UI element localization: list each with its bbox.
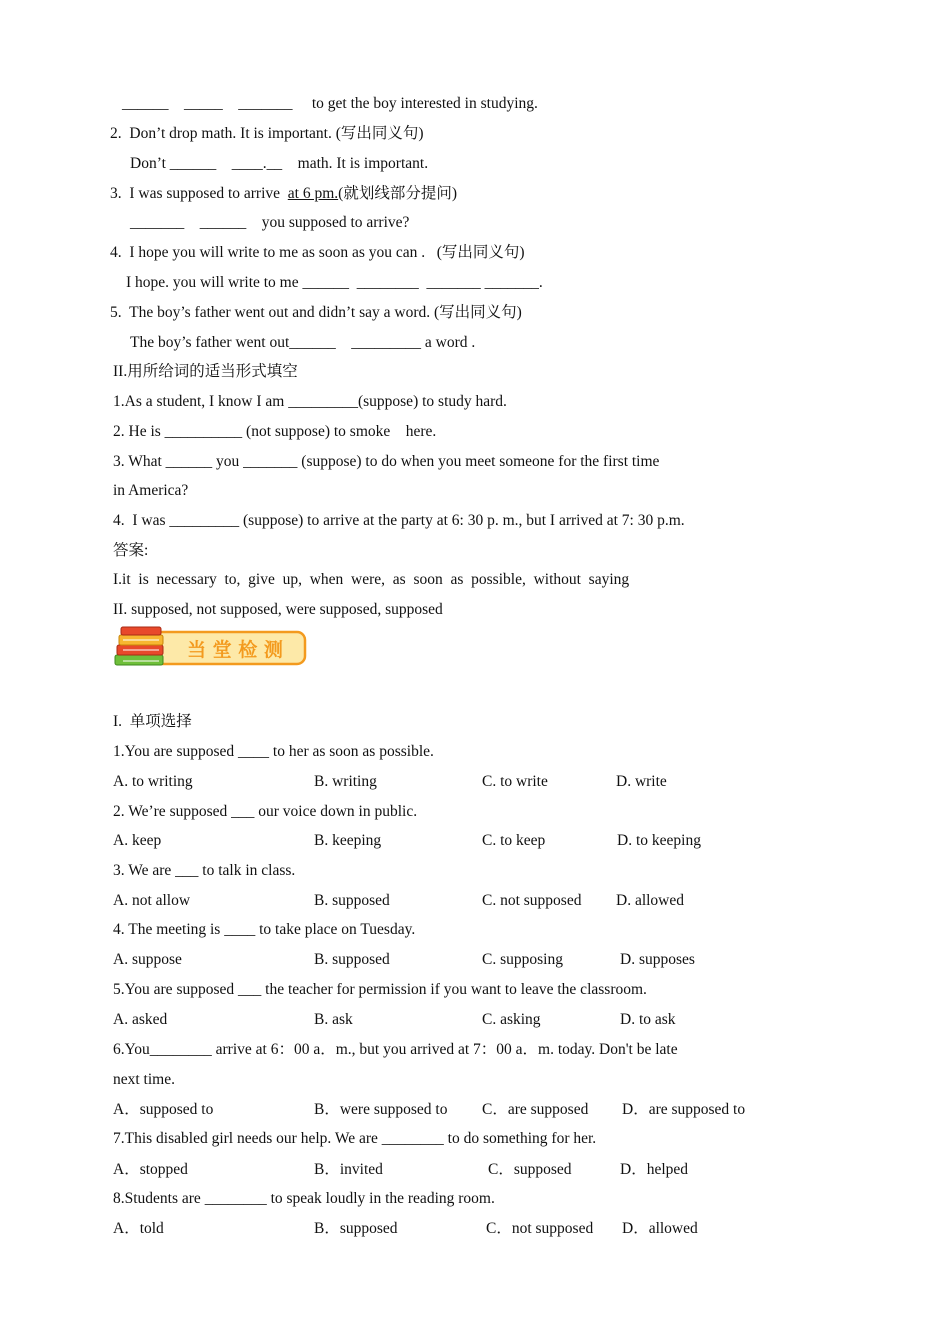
rewrite-question-4: 4. I hope you will write to me as soon as you can . (写出同义句)	[110, 244, 525, 261]
question-3-instruction: (就划线部分提问)	[338, 185, 457, 202]
q2-option-c[interactable]: C. to keep	[482, 832, 546, 849]
rewrite-question-2: 2. Don’t drop math. It is important. (写出同义句)	[110, 125, 424, 142]
quiz-heading: I. 单项选择	[113, 713, 192, 730]
q2-option-a[interactable]: A. keep	[113, 832, 162, 849]
q7-option-d[interactable]: D．helped	[620, 1161, 689, 1178]
q2-option-d[interactable]: D. to keeping	[617, 832, 701, 849]
q7-option-c[interactable]: C．supposed	[488, 1161, 572, 1178]
rewrite-question-5: 5. The boy’s father went out and didn’t say a word. (写出同义句)	[110, 304, 522, 321]
q5-option-c[interactable]: C. asking	[482, 1011, 541, 1028]
quiz-question-5: 5.You are supposed ___ the teacher for permission if you want to leave the classroom.	[113, 981, 647, 998]
fill-line-1: 1.As a student, I know I am _________(suppose) to study hard.	[113, 393, 507, 410]
q7-option-a[interactable]: A．stopped	[113, 1161, 188, 1178]
underlined-part: at 6 pm.	[287, 185, 339, 202]
q1-option-d[interactable]: D. write	[616, 773, 667, 790]
q4-option-b[interactable]: B. supposed	[314, 951, 390, 968]
quiz-question-1: 1.You are supposed ____ to her as soon as possible.	[113, 743, 434, 760]
q4-option-c[interactable]: C. supposing	[482, 951, 563, 968]
fill-line-3: 3. What ______ you _______ (suppose) to do when you meet someone for the first time	[113, 453, 660, 470]
q4-option-d[interactable]: D. supposes	[620, 951, 695, 968]
rewrite-answer-5: The boy’s father went out______ _________ a word .	[130, 334, 476, 351]
q8-option-b[interactable]: B．supposed	[314, 1220, 398, 1237]
rewrite-answer-3: _______ ______ you supposed to arrive?	[130, 214, 410, 231]
q6-option-c[interactable]: C．are supposed	[482, 1101, 589, 1118]
q3-option-a[interactable]: A. not allow	[113, 892, 191, 909]
quiz-question-3: 3. We are ___ to talk in class.	[113, 862, 296, 879]
q3-option-b[interactable]: B. supposed	[314, 892, 390, 909]
quiz-question-6-cont: next time.	[113, 1071, 175, 1088]
quiz-question-4: 4. The meeting is ____ to take place on Tuesday.	[113, 921, 416, 938]
q5-option-a[interactable]: A. asked	[113, 1011, 168, 1028]
books-icon	[113, 625, 309, 673]
q1-option-b[interactable]: B. writing	[314, 773, 377, 790]
fill-heading: II.用所给词的适当形式填空	[113, 363, 298, 380]
fill-line-2: 2. He is __________ (not suppose) to smoke here.	[113, 423, 437, 440]
q6-option-a[interactable]: A．supposed to	[113, 1101, 214, 1118]
q4-option-a[interactable]: A. suppose	[113, 951, 182, 968]
q6-option-d[interactable]: D．are supposed to	[622, 1101, 746, 1118]
q6-option-b[interactable]: B．were supposed to	[314, 1101, 448, 1118]
fill-line-4: 4. I was _________ (suppose) to arrive at the party at 6: 30 p. m., but I arrived at 7: 30 p.m.	[113, 512, 685, 529]
q1-option-c[interactable]: C. to write	[482, 773, 548, 790]
answers-line-2: II. supposed, not supposed, were supposed, supposed	[113, 601, 443, 618]
rewrite-answer-2: Don’t ______ ____.__ math. It is important.	[130, 155, 429, 172]
q1-option-a[interactable]: A. to writing	[113, 773, 193, 790]
quiz-question-6: 6.You________ arrive at 6：00 a．m., but you arrived at 7：00 a．m. today. Don't be late	[113, 1041, 678, 1058]
rewrite-line-1: ______ _____ _______ to get the boy interested in studying.	[122, 95, 538, 112]
quiz-question-8: 8.Students are ________ to speak loudly in the reading room.	[113, 1190, 495, 1207]
q7-option-b[interactable]: B．invited	[314, 1161, 383, 1178]
q8-option-a[interactable]: A．told	[113, 1220, 164, 1237]
banner-text: 当 堂 检 测	[187, 639, 283, 661]
section-banner	[113, 625, 309, 673]
quiz-question-7: 7.This disabled girl needs our help. We are ________ to do something for her.	[113, 1130, 597, 1147]
rewrite-question-3	[110, 184, 457, 204]
q2-option-b[interactable]: B. keeping	[314, 832, 382, 849]
answers-heading: 答案:	[113, 542, 149, 559]
q8-option-c[interactable]: C．not supposed	[486, 1220, 594, 1237]
q3-option-d[interactable]: D. allowed	[616, 892, 685, 909]
answers-line-1: I.it is necessary to, give up, when were, as soon as possible, without saying	[113, 571, 630, 588]
q5-option-d[interactable]: D. to ask	[620, 1011, 676, 1028]
rewrite-answer-4: I hope. you will write to me ______ ________ _______ _______.	[126, 274, 543, 291]
fill-line-3-cont: in America?	[113, 482, 189, 499]
q3-option-c[interactable]: C. not supposed	[482, 892, 582, 909]
q8-option-d[interactable]: D．allowed	[622, 1220, 698, 1237]
question-3-text: 3. I was supposed to arrive	[110, 185, 288, 202]
quiz-question-2: 2. We’re supposed ___ our voice down in public.	[113, 803, 418, 820]
q5-option-b[interactable]: B. ask	[314, 1011, 353, 1028]
